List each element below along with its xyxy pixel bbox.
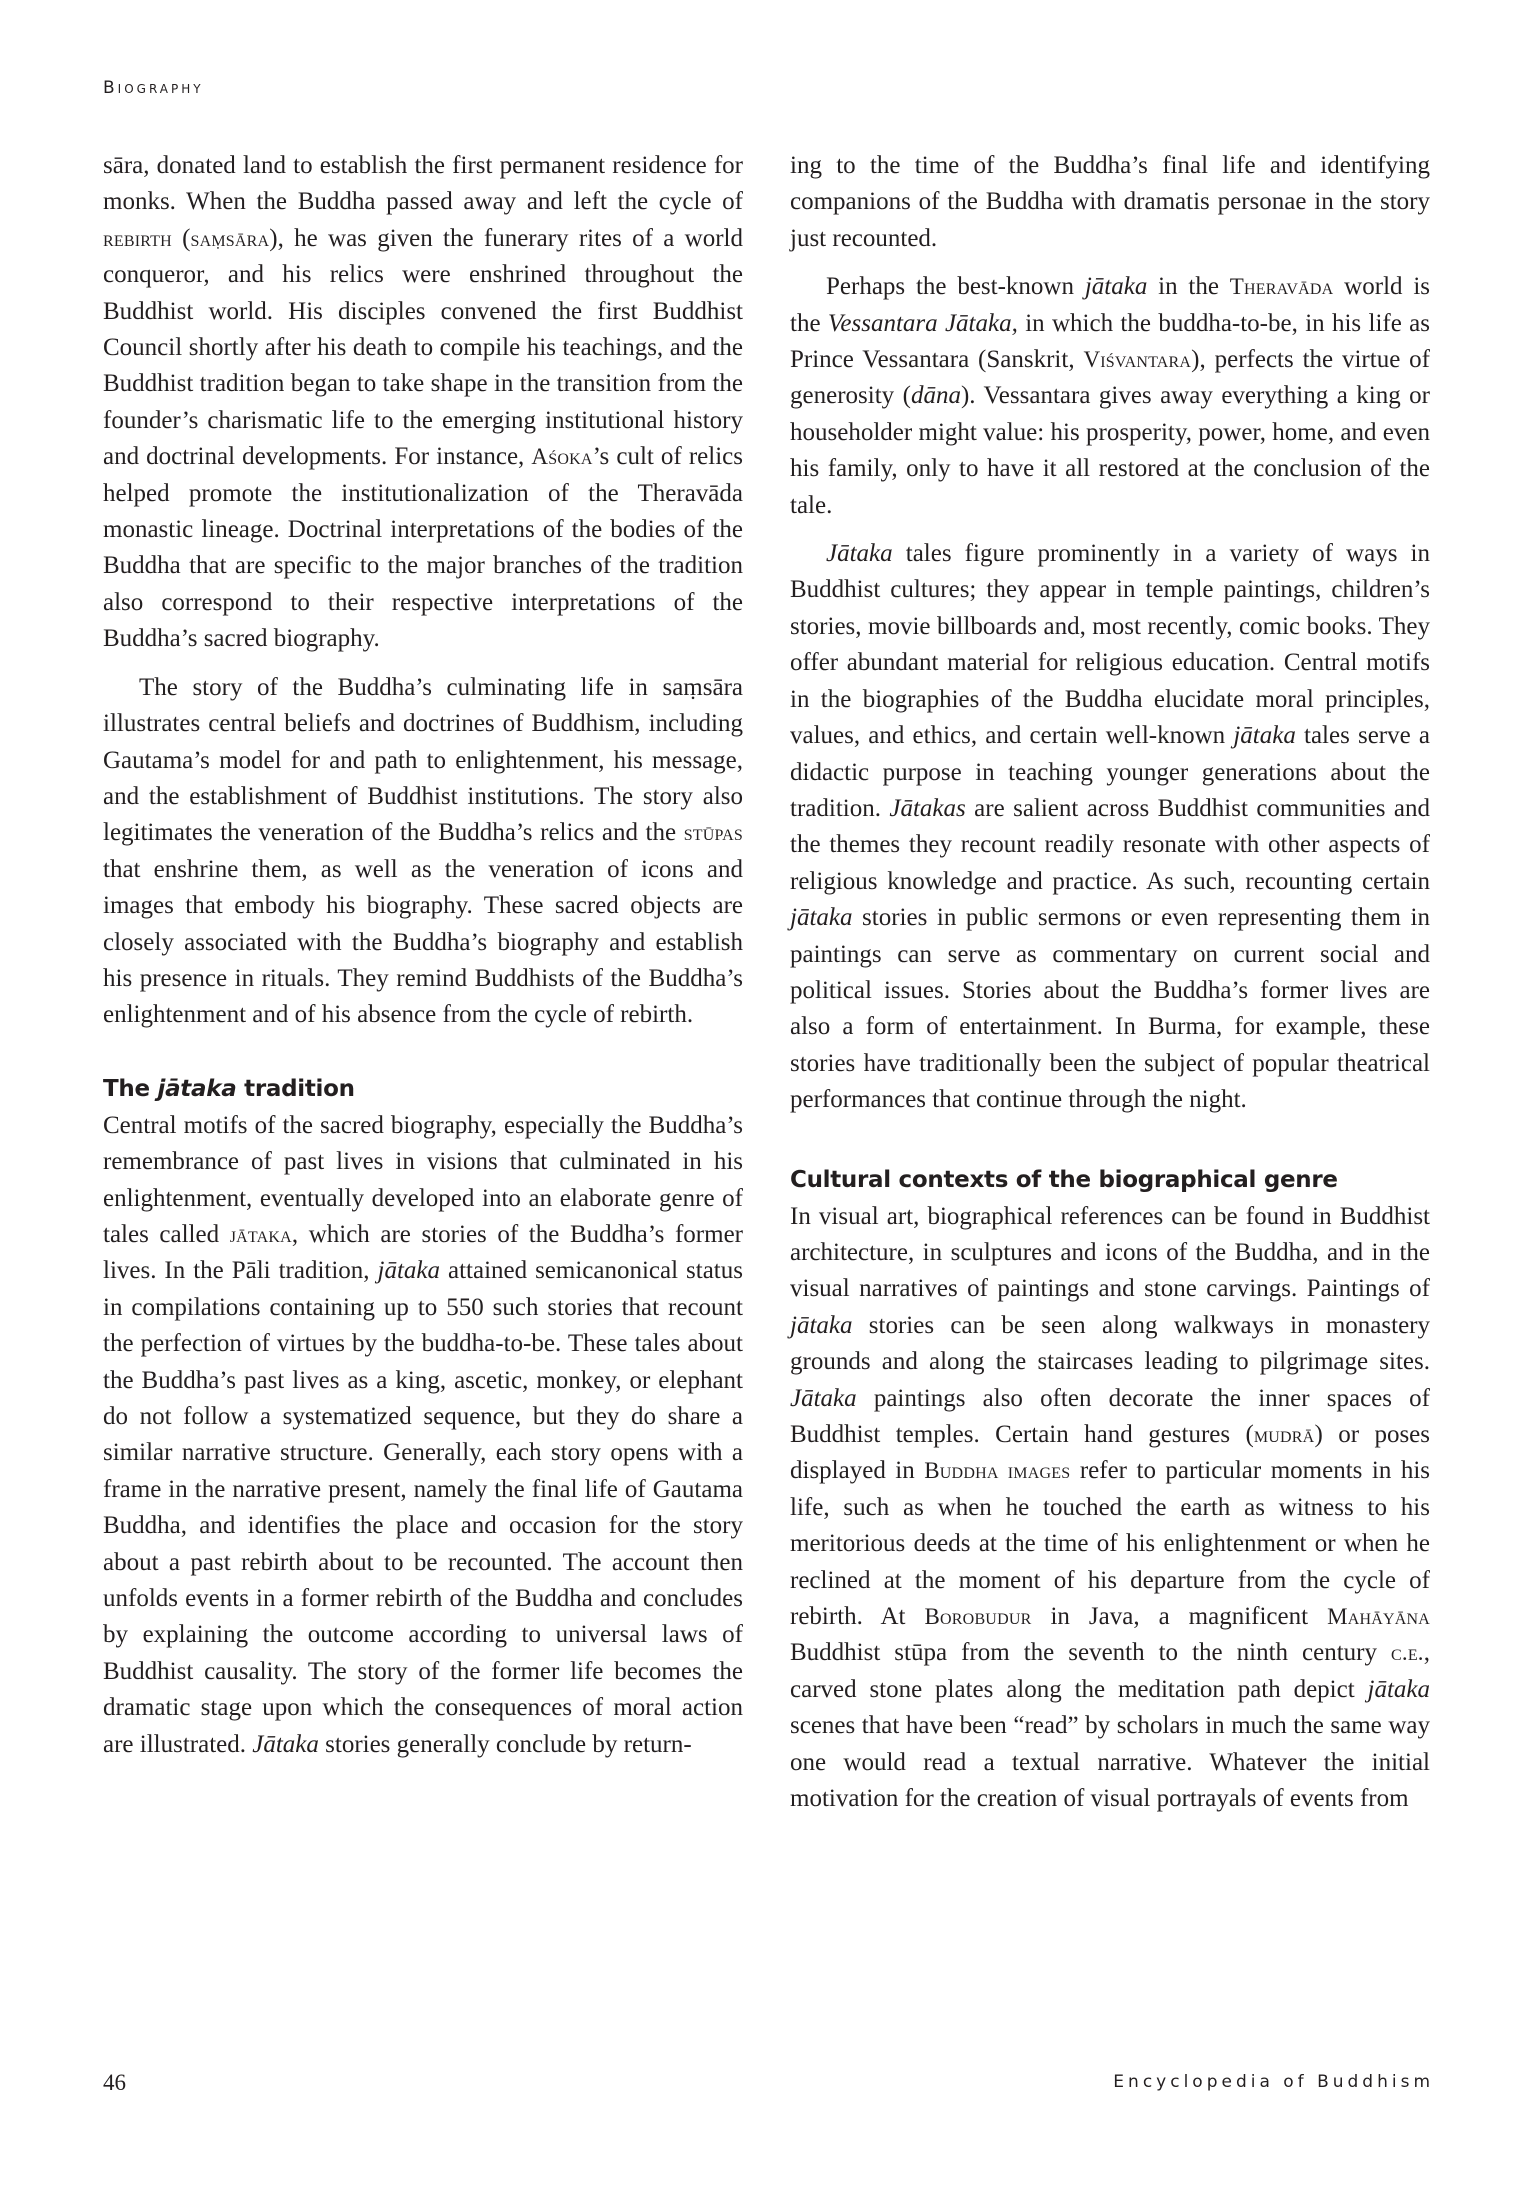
paragraph	[790, 269, 1430, 524]
text-run: , which are stories of the Buddha’s former lives. In the Pāli tradition,	[103, 1220, 744, 1285]
text-run: ), he was given the funerary rites of a world conqueror, and his relics were enshrined throughout the Buddhist world. His disciples convened the first Buddhist Council shortly after his death to compile his teachings, and the Buddhist tradition began to take shape in the transition from the founder’s charismatic life to the emerging institutional history and doctrinal developments. For instance,	[103, 224, 744, 471]
paragraph	[790, 1199, 1430, 1818]
italic-term: Jātaka	[826, 540, 893, 568]
cross-reference: Aśoka	[531, 444, 593, 470]
cross-reference: stūpas	[683, 820, 743, 846]
paragraph	[790, 148, 1430, 257]
cross-reference: Viśvantara	[1083, 347, 1192, 373]
italic-term: jātaka	[1233, 722, 1296, 750]
page-number: 46	[103, 2070, 126, 2095]
text-run: world is the	[790, 273, 1431, 337]
text-run: attained semicanonical status in compilations containing up to 550 such stories that recount the perfection of virtues by the buddha-to-be. These tales about the Buddha’s past lives as a king, ascetic, monkey, or elephant do not follow a systematized sequence, but they do share a similar narrative structure. Generally, each story opens with a frame in the narrative present, namely the final life of Gautama Buddha, and identifies the place and occasion for the story about a past rebirth about to be recounted. The account then unfolds events in a former rebirth of the Buddha and concludes by explaining the outcome according to universal laws of Buddhist causality. The story of the former life becomes the dramatic stage upon which the consequences of moral action are illustrated.	[103, 1257, 743, 1758]
right-column	[790, 148, 1430, 1817]
running-head: Biography	[103, 78, 204, 98]
italic-term: jātaka	[377, 1257, 441, 1285]
text-run: sāra, donated land to establish the first permanent residence for monks. When the Buddha passed away and left the cycle of	[103, 152, 743, 216]
cross-reference: saṃsāra	[190, 225, 270, 251]
cross-reference: rebirth	[103, 225, 172, 251]
text-run: stories can be seen along walkways in monastery grounds and along the staircases leading to pilgrimage sites.	[790, 1311, 1430, 1376]
text-run: (	[171, 224, 191, 252]
text-run: Central motifs of the sacred biography, especially the Buddha’s remembrance of past lives in visions that culminated in his enlightenment, eventually developed into an elaborate genre of tales called	[103, 1111, 743, 1248]
paragraph	[103, 148, 743, 658]
italic-term: jātaka	[1084, 273, 1148, 301]
cross-reference: Buddha images	[924, 1458, 1071, 1484]
heading-italic-term: jātaka	[157, 1075, 237, 1102]
text-run: tales serve a didactic purpose in teaching younger generations about the tradition.	[790, 722, 1430, 822]
text-run: ing to the time of the Buddha’s final life and identifying companions of the Buddha with dramatis personae in the story just recounted.	[790, 152, 1430, 252]
italic-term: Jātaka	[790, 1384, 857, 1412]
text-run: are salient across Buddhist communities and the themes they recount readily resonate with other aspects of religious knowledge and practice. As such, recounting certain	[790, 794, 1430, 895]
cross-reference: Theravāda	[1229, 274, 1334, 300]
italic-term: jātaka	[790, 904, 853, 932]
italic-term: Jātaka	[252, 1730, 319, 1758]
cross-reference: jātaka	[229, 1221, 292, 1247]
section-heading-jataka-tradition	[103, 1074, 743, 1104]
text-run: ). Vessantara gives away everything a king or householder might value: his prosperity, power, home, and even his family, only to have it all restored at the conclusion of the tale.	[790, 382, 1430, 519]
text-run: in the	[1147, 273, 1230, 301]
running-foot: Encyclopedia of Buddhism	[1113, 2072, 1434, 2092]
italic-term: Jātakas	[889, 794, 966, 822]
text-run: ), perfects the virtue of generosity (	[790, 346, 1430, 410]
paragraph	[103, 670, 743, 1034]
cross-reference: mudrā	[1253, 1422, 1315, 1447]
text-run: in which the buddha-to-be, in his life as Prince Vessantara (Sanskrit,	[790, 309, 1430, 374]
section-heading-cultural-contexts: Cultural contexts of the biographical genre	[790, 1166, 1338, 1193]
heading-text: The	[103, 1075, 158, 1102]
text-run: in Java, a magnificent	[1031, 1603, 1328, 1631]
italic-term: jātaka	[790, 1311, 853, 1339]
italic-term: jātaka	[1367, 1675, 1430, 1703]
text-run: ’s cult of relics helped promote the institutionalization of the Theravāda monastic lineage. Doctrinal interpretations of the bodies of the Buddha that are specific to the major branches of the tradition also correspond to their respective interpretations of the Buddha’s sacred biography.	[103, 443, 743, 653]
paragraph	[103, 1108, 743, 1763]
text-run: , carved stone plates along the meditation path depict	[790, 1639, 1430, 1703]
left-column	[103, 148, 743, 1763]
cross-reference: Borobudur	[924, 1604, 1032, 1630]
text-run: ) or poses displayed in	[790, 1421, 1430, 1485]
text-run: Perhaps the best-known	[826, 273, 1085, 301]
text-run: Buddhist stūpa from the seventh to the ninth century	[790, 1639, 1391, 1667]
cross-reference: c.e.	[1391, 1640, 1424, 1666]
italic-term: dāna	[910, 382, 961, 410]
text-run: that enshrine them, as well as the veneration of icons and images that embody his biography. These sacred objects are closely associated with the Buddha’s biography and establish his presence in rituals. They remind Buddhists of the Buddha’s enlightenment and of his absence from the cycle of rebirth.	[103, 855, 743, 1029]
text-run: The story of the Buddha’s culminating life in saṃsāra illustrates central beliefs and doctrines of Buddhism, including Gautama’s model for and path to enlightenment, his message, and the establishment of Buddhist institutions. The story also legitimates the veneration of the Buddha’s relics and the	[103, 673, 743, 847]
text-run: stories generally conclude by return-	[318, 1730, 692, 1758]
heading-text: tradition	[236, 1075, 355, 1102]
text-run: In visual art, biographical references can be found in Buddhist architecture, in sculptures and icons of the Buddha, and in the visual narratives of paintings and stone carvings. Paintings of	[790, 1202, 1430, 1303]
paragraph	[790, 536, 1430, 1119]
italic-term: Vessantara Jātaka,	[827, 309, 1018, 337]
cross-reference: Mahāyāna	[1327, 1604, 1430, 1630]
text-run: scenes that have been “read” by scholars in much the same way one would read a textual narrative. Whatever the initial motivation for the creation of visual portrayals of events from	[790, 1712, 1430, 1813]
text-run: refer to particular moments in his life, such as when he touched the earth as witness to his meritorious deeds at the time of his enlightenment or when he reclined at the moment of his departure from the cycle of rebirth. At	[790, 1457, 1430, 1631]
text-run: tales figure prominently in a variety of ways in Buddhist cultures; they appear in temple paintings, children’s stories, movie billboards and, most recently, comic books. They offer abundant material for religious education. Central motifs in the biographies of the Buddha elucidate moral principles, values, and ethics, and certain well-known	[790, 540, 1430, 750]
text-run: stories in public sermons or even representing them in paintings can serve as commentary on current social and political issues. Stories about the Buddha’s former lives are also a form of entertainment. In Burma, for example, these stories have traditionally been the subject of popular theatrical performances that continue through the night.	[790, 904, 1430, 1114]
text-run: paintings also often decorate the inner spaces of Buddhist temples. Certain hand gestures (	[790, 1384, 1430, 1448]
